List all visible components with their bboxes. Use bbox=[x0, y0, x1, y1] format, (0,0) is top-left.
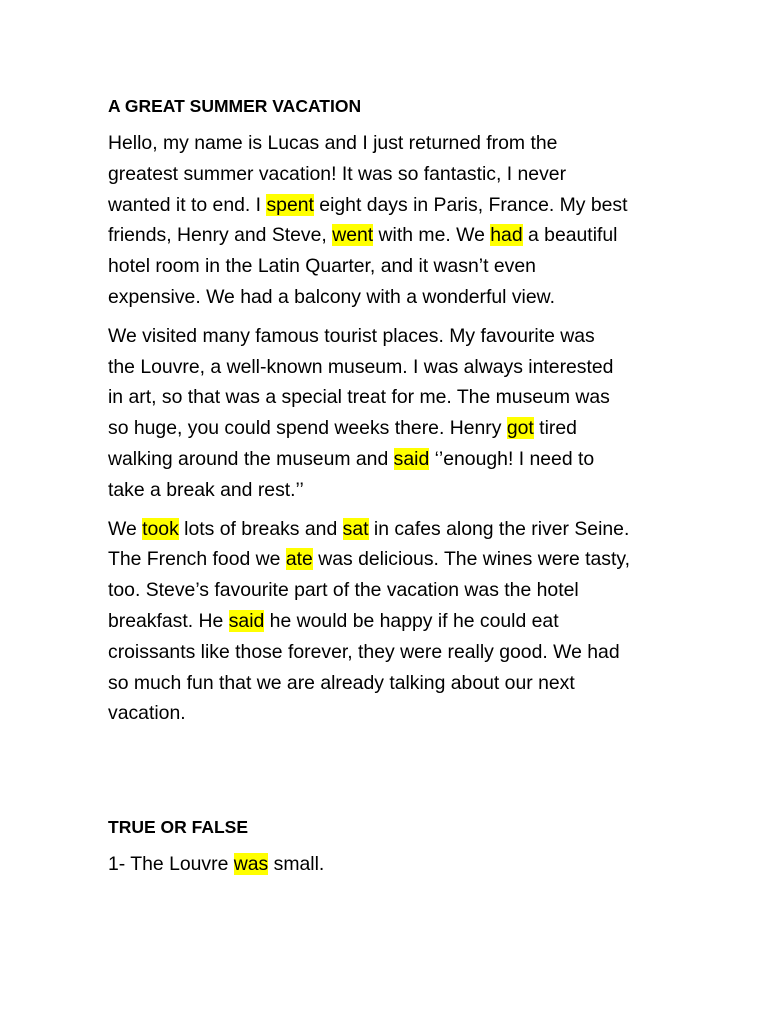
text-segment: small. bbox=[268, 853, 325, 876]
text-line bbox=[108, 382, 708, 413]
text-segment: 1- The Louvre bbox=[108, 853, 234, 876]
text-line bbox=[108, 251, 708, 282]
text-segment: hotel room in the Latin Quarter, and it wasn’t even bbox=[108, 255, 536, 278]
text-line bbox=[108, 159, 708, 190]
text-segment: breakfast. He bbox=[108, 609, 229, 632]
text-line bbox=[108, 544, 708, 575]
text-line bbox=[108, 321, 708, 352]
text-segment: with me. We bbox=[373, 224, 491, 247]
text-segment: vacation. bbox=[108, 702, 186, 725]
text-line bbox=[108, 190, 708, 221]
text-segment: the Louvre, a well-known museum. I was always interested bbox=[108, 355, 614, 378]
text-line bbox=[108, 514, 708, 545]
text-segment: We bbox=[108, 517, 143, 540]
story-body bbox=[108, 128, 708, 729]
text-segment: friends, Henry and Steve, bbox=[108, 224, 333, 247]
text-line bbox=[108, 128, 708, 159]
text-segment: so much fun that we are already talking about our next bbox=[108, 671, 575, 694]
question-item bbox=[108, 849, 708, 880]
highlighted-verb: had bbox=[490, 224, 523, 247]
highlighted-verb: said bbox=[228, 609, 265, 632]
text-line bbox=[108, 698, 708, 729]
highlighted-verb: was bbox=[233, 853, 269, 876]
text-segment: The French food we bbox=[108, 548, 286, 571]
text-segment: ‘’enough! I need to bbox=[429, 447, 595, 470]
highlighted-verb: went bbox=[332, 224, 374, 247]
text-segment: take a break and rest.’’ bbox=[108, 478, 304, 501]
story-paragraph bbox=[108, 321, 708, 506]
highlighted-verb: took bbox=[142, 517, 179, 540]
text-segment: he would be happy if he could eat bbox=[264, 609, 559, 632]
text-line bbox=[108, 475, 708, 506]
text-line bbox=[108, 668, 708, 699]
text-segment: wanted it to end. I bbox=[108, 193, 267, 216]
text-segment: lots of breaks and bbox=[178, 517, 343, 540]
text-segment: so huge, you could spend weeks there. Henry bbox=[108, 417, 507, 440]
highlighted-verb: said bbox=[393, 447, 430, 470]
text-line bbox=[108, 352, 708, 383]
text-line bbox=[108, 637, 708, 668]
spacer bbox=[108, 737, 708, 813]
text-segment: in cafes along the river Seine. bbox=[368, 517, 630, 540]
text-segment: a beautiful bbox=[522, 224, 618, 247]
story-paragraph bbox=[108, 128, 708, 313]
question-list bbox=[108, 849, 708, 880]
story-paragraph bbox=[108, 514, 708, 730]
highlighted-verb: ate bbox=[285, 548, 313, 571]
section-title: TRUE OR FALSE bbox=[108, 817, 249, 838]
text-line bbox=[108, 220, 708, 251]
highlighted-verb: got bbox=[506, 417, 534, 440]
text-segment: in art, so that was a special treat for me. The museum was bbox=[108, 386, 610, 409]
text-line bbox=[108, 444, 708, 475]
highlighted-verb: spent bbox=[266, 193, 314, 216]
text-segment: We visited many famous tourist places. My favourite was bbox=[108, 324, 595, 347]
text-segment: greatest summer vacation! It was so fantastic, I never bbox=[108, 162, 567, 185]
highlighted-verb: sat bbox=[342, 517, 369, 540]
text-segment: tired bbox=[533, 417, 577, 440]
text-segment: was delicious. The wines were tasty, bbox=[312, 548, 631, 571]
text-segment: walking around the museum and bbox=[108, 447, 394, 470]
document-title: A GREAT SUMMER VACATION bbox=[108, 96, 362, 116]
text-line bbox=[108, 849, 708, 880]
text-segment: Hello, my name is Lucas and I just returned from the bbox=[108, 132, 558, 154]
text-line bbox=[108, 575, 708, 606]
text-segment: eight days in Paris, France. My best bbox=[313, 193, 628, 216]
text-segment: too. Steve’s favourite part of the vacation was the hotel bbox=[108, 579, 579, 602]
text-segment: croissants like those forever, they were really good. We had bbox=[108, 640, 620, 663]
text-line bbox=[108, 282, 708, 313]
document-page bbox=[108, 92, 708, 888]
text-line bbox=[108, 606, 708, 637]
text-segment: expensive. We had a balcony with a wonderful view. bbox=[108, 285, 555, 308]
text-line bbox=[108, 413, 708, 444]
